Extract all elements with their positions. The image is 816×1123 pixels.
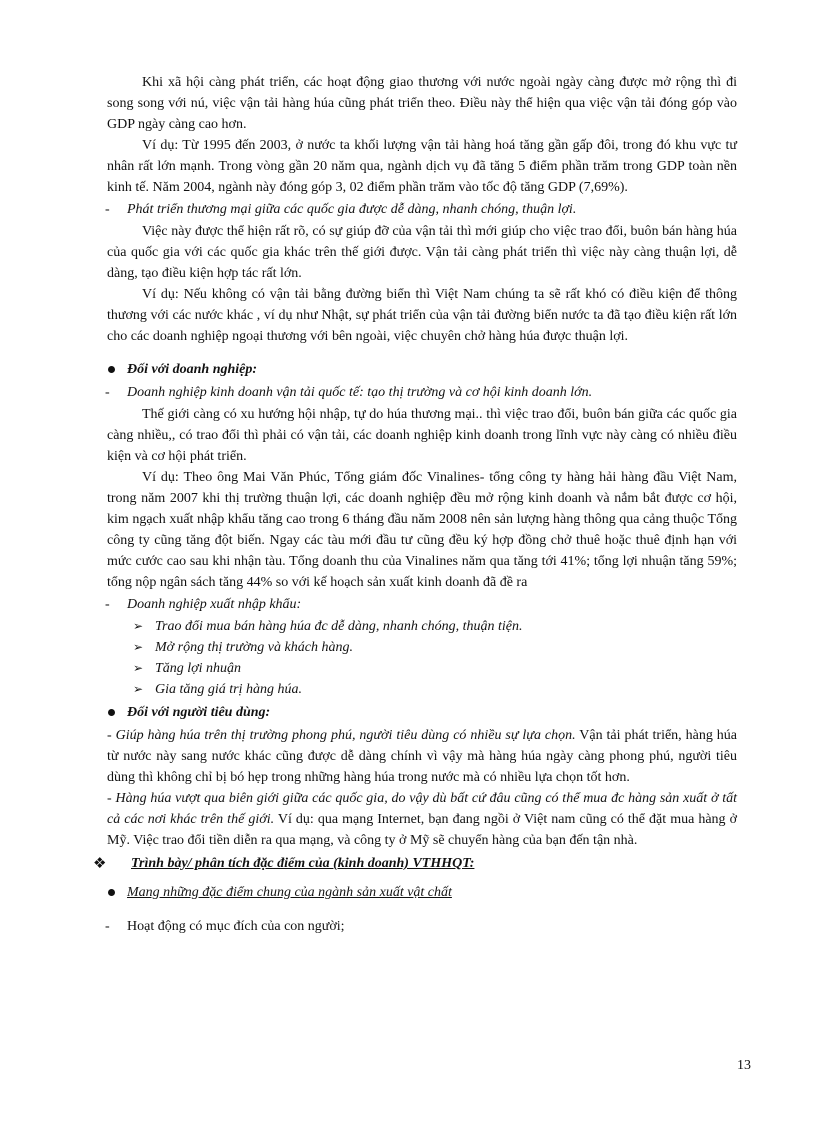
paragraph: Thế giới càng có xu hướng hội nhập, tự do húa thương mại.. thì việc trao đổi, buôn bán giữa các quốc gia càng nhiều,, có trao đổi thì phải có vận tải, các doanh nghiệp kinh doanh trong lĩnh vực này càng có nhiều điều kiện và cơ hội phát triển.: [107, 407, 737, 464]
bullet-item: [107, 882, 737, 903]
dash-marker: -: [105, 919, 110, 934]
bullet-heading: Đối với doanh nghiệp:: [127, 362, 258, 377]
section-heading-text: Trình bày/ phân tích đặc điểm của (kinh doanh) VTHHQT:: [131, 856, 475, 871]
arrow-item: [107, 637, 737, 658]
paragraph: [107, 725, 737, 788]
paragraph: [107, 788, 737, 851]
dash-text: Hoạt động có mục đích của con người;: [127, 919, 345, 934]
dash-item: [107, 594, 737, 615]
page-number: 13: [737, 1058, 751, 1073]
dash-marker: -: [107, 728, 116, 743]
paragraph: Ví dụ: Nếu không có vận tải bằng đường biển thì Việt Nam chúng ta sẽ rất khó có điều kiện để thông thương với các nước khác , ví dụ như Nhật, sự phát triển của vận tải đường biển nước ta đã tạo điều kiện rất lớn cho các doanh nghiệp ngoại thương với bên ngoài, việc chuyên chở hàng húa được thuận lợi.: [107, 287, 737, 344]
paragraph-text: Vận tải phát triển, hàng húa từ nước này sang nước khác cũng được dễ dàng chính vì vậy mà hàng húa ngày càng phong phú, người tiêu dùng thì không chỉ bị bó hẹp trong những hàng húa trong nước mà có nhiều lựa chọn tốt hơn.: [107, 728, 737, 785]
arrow-item: [107, 658, 737, 679]
dash-item: [107, 199, 737, 220]
bullet-icon: [108, 366, 115, 373]
dash-heading: Doanh nghiệp kinh doanh vận tải quốc tế: tạo thị trường và cơ hội kinh doanh lớn.: [127, 385, 593, 400]
paragraph: Việc này được thể hiện rất rõ, có sự giúp đỡ của vận tải thì mới giúp cho việc trao đổi, buôn bán hàng húa của quốc gia với các quốc gia khác trên thế giới được. Vận tải càng phát triển thì việc này càng thuận lợi, dễ dàng, tạo điều kiện hợp tác rất lớn.: [107, 224, 737, 281]
italic-lead: Giúp hàng húa trên thị trường phong phú, người tiêu dùng có nhiều sự lựa chọn.: [115, 728, 576, 743]
dash-marker: -: [107, 791, 116, 806]
bullet-heading: Mang những đặc điểm chung của ngành sản xuất vật chất: [127, 885, 452, 900]
section-heading: [93, 853, 737, 874]
dash-marker: -: [105, 597, 110, 612]
bullet-heading: Đối với người tiêu dùng:: [127, 705, 271, 720]
italic-lead: Hàng húa vượt qua biên giới giữa các quốc gia, do vậy dù bất cứ đâu cũng có thể mua đc hàng sản xuất ở tất cả các nơi khác trên thế giới.: [107, 791, 737, 827]
arrow-bullet-icon: ➢: [133, 640, 144, 654]
diamond-bullet-icon: ❖: [93, 854, 107, 872]
paragraph-text: Ví dụ: qua mạng Internet, bạn đang ngồi ở Việt nam cũng có thể đặt mua hàng ở Mỹ. Việc trao đổi tiền diễn ra qua mạng, và công ty ở Mỹ sẽ chuyển hàng của bạn đến tận nhà.: [107, 812, 737, 848]
paragraph: Ví dụ: Từ 1995 đến 2003, ở nước ta khối lượng vận tải hàng hoá tăng gần gấp đôi, trong đó khu vực tư nhân rất lớn mạnh. Trong vòng gần 20 năm qua, ngành dịch vụ đã tăng 5 điểm phần trăm trong GDP toàn nền kinh tế. Năm 2004, ngành này đóng góp 3, 02 điểm phần trăm vào tốc độ tăng GDP (7,69%).: [107, 138, 737, 195]
paragraph: Ví dụ: Theo ông Mai Văn Phúc, Tổng giám đốc Vinalines- tổng công ty hàng hải hàng đầu Việt Nam, trong năm 2007 khi thị trường thuận lợi, các doanh nghiệp đều mở rộng kinh doanh và nắm bắt được cơ hội, kim ngạch xuất nhập khẩu tăng cao trong 6 tháng đầu năm 2008 nên sản lượng hàng thông qua cảng thuộc Tổng công ty cũng tăng đột biến. Ngay các tàu mới đầu tư cũng đều ký hợp đồng chở thuê hoặc thuê định hạn với mức cước cao sau khi nhận tàu. Tổng doanh thu của Vinalines năm qua tăng tới 41%; tổng lợi nhuận tăng 59%; tổng nộp ngân sách tăng 44% so với kế hoạch sản xuất kinh doanh đã đề ra: [107, 470, 737, 590]
arrow-bullet-icon: ➢: [133, 682, 144, 696]
dash-marker: -: [105, 385, 110, 400]
dash-item: [107, 916, 737, 937]
bullet-item: [107, 359, 737, 380]
dash-heading: Phát triển thương mại giữa các quốc gia được dễ dàng, nhanh chóng, thuận lợi.: [127, 202, 577, 217]
bullet-item: [107, 702, 737, 723]
dash-heading: Doanh nghiệp xuất nhập khẩu:: [127, 597, 302, 612]
dash-marker: -: [105, 202, 110, 217]
page-content: [93, 72, 737, 938]
arrow-item-text: Tăng lợi nhuận: [155, 661, 242, 676]
arrow-item-text: Mở rộng thị trường và khách hàng.: [155, 640, 353, 655]
arrow-item: [107, 679, 737, 700]
arrow-item: [107, 616, 737, 637]
arrow-bullet-icon: ➢: [133, 619, 144, 633]
bullet-icon: [108, 709, 115, 716]
arrow-item-text: Trao đổi mua bán hàng húa đc dễ dàng, nhanh chóng, thuận tiện.: [155, 619, 523, 634]
dash-item: [107, 382, 737, 403]
arrow-bullet-icon: ➢: [133, 661, 144, 675]
bullet-icon: [108, 889, 115, 896]
arrow-item-text: Gia tăng giá trị hàng húa.: [155, 682, 303, 697]
paragraph: Khi xã hội càng phát triển, các hoạt động giao thương với nước ngoài ngày càng được mở rộng thì đi song song với nú, việc vận tải hàng húa cũng phát triển theo. Điều này thể hiện qua việc vận tải đóng góp vào GDP ngày càng cao hơn.: [107, 75, 737, 132]
